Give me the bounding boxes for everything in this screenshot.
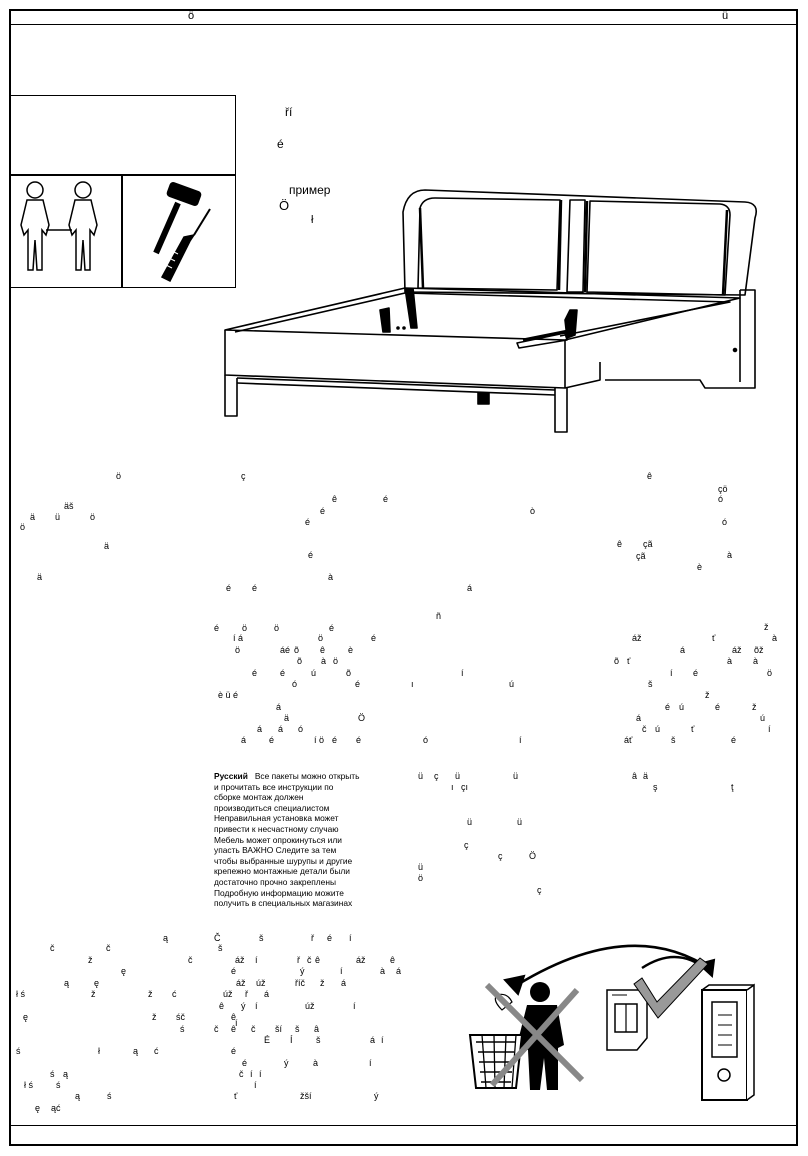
scattered-glyph: ś — [107, 1091, 112, 1101]
intro-line-4: Ö — [279, 198, 290, 213]
scattered-glyph: é — [320, 506, 326, 516]
scattered-glyph: ê — [315, 955, 321, 965]
scattered-glyph: ł — [98, 1046, 100, 1056]
scattered-glyph: ž — [320, 978, 325, 988]
scattered-glyph: í — [235, 1018, 238, 1028]
scattered-glyph: í — [369, 1058, 372, 1068]
scattered-glyph: č — [50, 943, 55, 953]
people-box — [9, 174, 123, 288]
scattered-glyph: ı — [451, 782, 454, 792]
scattered-glyph: ą — [163, 933, 169, 943]
scattered-glyph: č — [239, 1069, 244, 1079]
scattered-glyph: è ü é — [218, 690, 239, 700]
scattered-glyph: ř — [297, 955, 300, 965]
intro-line-3: пример — [289, 183, 331, 197]
scattered-glyph: çı — [461, 782, 469, 792]
scattered-glyph: á — [680, 645, 686, 655]
scattered-glyph: ž — [764, 622, 769, 632]
scattered-glyph: í — [255, 1001, 258, 1011]
scattered-glyph: š — [259, 933, 264, 943]
scattered-glyph: ó — [298, 724, 304, 734]
header-right-glyph: ü — [722, 10, 729, 22]
scattered-glyph: ö — [20, 522, 26, 532]
scattered-glyph: š — [671, 735, 676, 745]
scattered-glyph: í — [519, 735, 522, 745]
scattered-glyph: à — [328, 572, 334, 582]
scattered-glyph: ť — [712, 633, 716, 643]
scattered-glyph: áž — [732, 645, 742, 655]
scattered-glyph: é — [327, 933, 333, 943]
header-rule — [9, 24, 798, 25]
scattered-glyph: é — [231, 966, 237, 976]
footer-rule — [9, 1125, 798, 1126]
scattered-glyph: č — [251, 1024, 256, 1034]
scattered-glyph: é — [371, 633, 377, 643]
scattered-glyph: ç — [464, 840, 469, 850]
scattered-glyph: í — [381, 1035, 384, 1045]
scattered-glyph: ą — [75, 1091, 81, 1101]
scattered-glyph: ł ś — [24, 1080, 33, 1090]
scattered-glyph: ţ — [731, 782, 734, 792]
scattered-glyph: Č — [214, 933, 221, 943]
scattered-glyph: á — [396, 966, 402, 976]
scattered-glyph: ç — [434, 771, 439, 781]
scattered-glyph: č — [307, 955, 312, 965]
scattered-glyph: ä — [104, 541, 110, 551]
intro-line-5: ł — [311, 214, 314, 226]
scattered-glyph: ó — [292, 679, 298, 689]
scattered-glyph: é — [252, 668, 258, 678]
scattered-glyph: ř — [245, 989, 248, 999]
scattered-glyph: ç — [498, 851, 503, 861]
scattered-glyph: ž — [88, 955, 93, 965]
scattered-glyph: ž — [705, 690, 710, 700]
manual-document-icon — [607, 990, 647, 1050]
scattered-glyph: Ö — [529, 851, 537, 861]
scattered-glyph: ą — [63, 1069, 69, 1079]
scattered-glyph: á — [341, 978, 347, 988]
scattered-glyph: ę — [35, 1103, 41, 1113]
scattered-glyph: č — [188, 955, 193, 965]
scattered-glyph: ö — [274, 623, 280, 633]
scattered-glyph: í á — [233, 633, 244, 643]
scattered-glyph: í — [254, 1080, 257, 1090]
scattered-glyph: é — [308, 550, 314, 560]
scattered-glyph: ć — [154, 1046, 159, 1056]
scattered-glyph: Ö — [358, 713, 366, 723]
scattered-glyph: ê — [390, 955, 396, 965]
scattered-glyph: áž — [236, 978, 246, 988]
binder-folder-icon — [702, 985, 754, 1100]
scattered-glyph: ü — [455, 771, 461, 781]
scattered-glyph: é — [693, 668, 699, 678]
scattered-glyph: š — [295, 1024, 300, 1034]
scattered-glyph: ñ — [436, 611, 442, 621]
scattered-glyph: á — [264, 989, 270, 999]
scattered-glyph: říč — [295, 978, 305, 988]
scattered-glyph: úž — [305, 1001, 315, 1011]
scattered-glyph: è — [348, 645, 354, 655]
scattered-glyph: Í — [290, 1035, 293, 1045]
scattered-glyph: ž — [152, 1012, 157, 1022]
scattered-glyph: ąć — [51, 1103, 61, 1113]
scattered-glyph: ą — [133, 1046, 139, 1056]
scattered-glyph: çã — [643, 539, 653, 549]
scattered-glyph: é — [715, 702, 721, 712]
scattered-glyph: ü — [467, 817, 473, 827]
scattered-glyph: č — [106, 943, 111, 953]
scattered-glyph: õ — [346, 668, 352, 678]
scattered-glyph: š — [218, 943, 223, 953]
scattered-glyph: ä — [37, 572, 43, 582]
scattered-glyph: ö — [318, 633, 324, 643]
scattered-glyph: ê — [617, 539, 623, 549]
scattered-glyph: áť — [624, 735, 633, 745]
scattered-glyph: â — [632, 771, 638, 781]
scattered-glyph: ý — [284, 1058, 289, 1068]
scattered-glyph: ę — [23, 1012, 29, 1022]
scattered-glyph: ť — [234, 1091, 238, 1101]
scattered-glyph: ü — [513, 771, 519, 781]
scattered-glyph: ś — [180, 1024, 185, 1034]
russian-section — [214, 771, 414, 909]
scattered-glyph: à — [380, 966, 386, 976]
do-not-trash-icon — [470, 982, 582, 1090]
scattered-glyph: é — [252, 583, 258, 593]
scattered-glyph: žší — [300, 1091, 312, 1101]
scattered-glyph: ť — [627, 656, 631, 666]
scattered-glyph: ö — [116, 471, 122, 481]
intro-line-2: é — [277, 137, 284, 151]
scattered-glyph: ê — [231, 1012, 237, 1022]
russian-title: Русский — [214, 771, 248, 781]
scattered-glyph: ç — [537, 885, 542, 895]
russian-body: Все пакеты можно открыть и прочитать все инструкции по сборке монтаж должен производиться специалистом Неправильная установка может привести к несчастному случаю Мебель может опрокинуться или упасть ВАЖНО Следите за тем чтобы выбранные шурупы и другие крепежно монтажные детали были достаточно прочно закреплены Подробную информацию можите получить в специальных магазинах — [214, 771, 360, 909]
scattered-glyph: ú — [509, 679, 515, 689]
scattered-glyph: é — [329, 623, 335, 633]
scattered-glyph: ž — [148, 989, 153, 999]
scattered-glyph: á — [636, 713, 642, 723]
scattered-glyph: ê — [219, 1001, 225, 1011]
scattered-glyph: ä — [284, 713, 290, 723]
scattered-glyph: ž — [752, 702, 757, 712]
scattered-glyph: ý — [241, 1001, 246, 1011]
scattered-glyph: äš — [64, 501, 74, 511]
scattered-glyph: ê — [320, 645, 326, 655]
scattered-glyph: é — [269, 735, 275, 745]
scattered-glyph: ö — [418, 873, 424, 883]
scattered-glyph: ú — [760, 713, 766, 723]
header-left-glyph: ö — [188, 10, 195, 22]
scattered-glyph: ší — [275, 1024, 283, 1034]
scattered-glyph: à — [727, 656, 733, 666]
scattered-glyph: š — [316, 1035, 321, 1045]
scattered-glyph: ê — [647, 471, 653, 481]
scattered-glyph: ü — [55, 512, 61, 522]
scattered-glyph: í — [349, 933, 352, 943]
scattered-glyph: ś — [56, 1080, 61, 1090]
scattered-glyph: ı — [411, 679, 414, 689]
scattered-glyph: ê — [231, 1024, 237, 1034]
scattered-glyph: á — [241, 735, 247, 745]
scattered-glyph: à — [772, 633, 778, 643]
scattered-glyph: ö — [90, 512, 96, 522]
scattered-glyph: è — [697, 562, 703, 572]
scattered-glyph: ą — [64, 978, 70, 988]
scattered-glyph: õ — [614, 656, 620, 666]
scattered-glyph: á — [257, 724, 263, 734]
scattered-glyph: á — [370, 1035, 376, 1045]
scattered-glyph: é — [332, 735, 338, 745]
scattered-glyph: ó — [423, 735, 429, 745]
scattered-glyph: č — [214, 1024, 219, 1034]
scattered-glyph: é — [242, 1058, 248, 1068]
scattered-glyph: ž — [91, 989, 96, 999]
scattered-glyph: é — [231, 1046, 237, 1056]
scattered-glyph: É — [264, 1035, 271, 1045]
scattered-glyph: à — [753, 656, 759, 666]
scattered-glyph: í — [340, 966, 343, 976]
scattered-glyph: í — [255, 955, 258, 965]
scattered-glyph: ö — [333, 656, 339, 666]
scattered-glyph: ü — [418, 771, 424, 781]
scattered-glyph: áé — [280, 645, 291, 655]
scattered-glyph: é — [280, 668, 286, 678]
scattered-glyph: ę — [121, 966, 127, 976]
scattered-glyph: ä — [643, 771, 649, 781]
scattered-glyph: ç — [241, 471, 246, 481]
scattered-glyph: ł ś — [16, 989, 25, 999]
scattered-glyph: č — [642, 724, 647, 734]
scattered-glyph: çö — [718, 484, 728, 494]
scattered-glyph: â — [314, 1024, 320, 1034]
two-people-icon — [9, 175, 123, 289]
scattered-glyph: áž — [632, 633, 642, 643]
scattered-glyph: á — [467, 583, 473, 593]
scattered-glyph: à — [321, 656, 327, 666]
scattered-glyph: é — [665, 702, 671, 712]
info-box-top — [9, 95, 236, 176]
scattered-glyph: ř — [311, 933, 314, 943]
scattered-glyph: é — [731, 735, 737, 745]
scattered-glyph: à — [313, 1058, 319, 1068]
scattered-glyph: õ — [294, 645, 300, 655]
scattered-glyph: áž — [356, 955, 366, 965]
scattered-glyph: é — [355, 679, 361, 689]
scattered-glyph: ę — [94, 978, 100, 988]
scattered-glyph: ü — [517, 817, 523, 827]
scattered-glyph: ś — [16, 1046, 21, 1056]
scattered-glyph: à — [727, 550, 733, 560]
scattered-glyph: õž — [754, 645, 764, 655]
scattered-glyph: õ — [297, 656, 303, 666]
scattered-glyph: śč — [176, 1012, 185, 1022]
scattered-glyph: á — [278, 724, 284, 734]
scattered-glyph: é — [226, 583, 232, 593]
scattered-glyph: ú — [311, 668, 317, 678]
scattered-glyph: é — [383, 494, 389, 504]
scattered-glyph: é — [305, 517, 311, 527]
scattered-glyph: í — [259, 1069, 262, 1079]
scattered-glyph: ó — [718, 494, 724, 504]
bed-illustration — [215, 180, 765, 440]
intro-line-1: ří — [285, 105, 293, 119]
scattered-glyph: ò — [530, 506, 536, 516]
scattered-glyph: í — [461, 668, 464, 678]
scattered-glyph: é — [356, 735, 362, 745]
scattered-glyph: ť — [691, 724, 695, 734]
scattered-glyph: ý — [300, 966, 305, 976]
scattered-glyph: ý — [374, 1091, 379, 1101]
scattered-glyph: í — [768, 724, 771, 734]
scattered-glyph: úž — [223, 989, 233, 999]
keep-manual-illustration — [462, 940, 762, 1100]
scattered-glyph: í — [670, 668, 673, 678]
scattered-glyph: é — [214, 623, 220, 633]
scattered-glyph: ú — [679, 702, 685, 712]
scattered-glyph: á — [276, 702, 282, 712]
scattered-glyph: ó — [722, 517, 728, 527]
scattered-glyph: š — [648, 679, 653, 689]
scattered-glyph: í — [353, 1001, 356, 1011]
scattered-glyph: í — [250, 1069, 253, 1079]
scattered-glyph: úž — [256, 978, 266, 988]
scattered-glyph: ê — [332, 494, 338, 504]
scattered-glyph: çã — [636, 551, 646, 561]
scattered-glyph: ú — [655, 724, 661, 734]
scattered-glyph: ö — [242, 623, 248, 633]
scattered-glyph: ü — [418, 862, 424, 872]
scattered-glyph: áž — [235, 955, 245, 965]
scattered-glyph: ş — [653, 782, 658, 792]
scattered-glyph: ö — [235, 645, 241, 655]
scattered-glyph: ä — [30, 512, 36, 522]
scattered-glyph: í ö — [314, 735, 325, 745]
scattered-glyph: ś — [50, 1069, 55, 1079]
scattered-glyph: ć — [172, 989, 177, 999]
scattered-glyph: ö — [767, 668, 773, 678]
